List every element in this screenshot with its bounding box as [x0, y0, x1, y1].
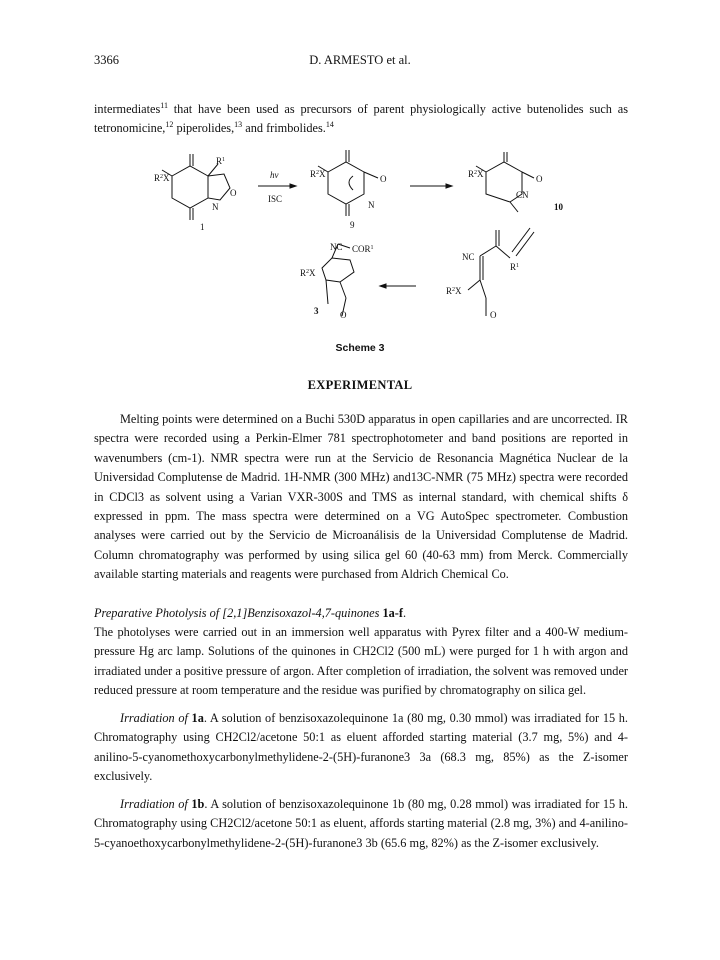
compound-number-3: 3	[314, 306, 319, 316]
label-cn-10: CN	[516, 190, 529, 200]
experimental-paragraph-1: Melting points were determined on a Buchi 530D apparatus in open capillaries and are uncorrected. IR spectra were recorded using a Perkin-Elmer 781 spectrophotometer and band positions are reported in wavenumbers (cm-1). NMR spectra were run at the Servicio de Resonancia Magnética Nuclear de la Universidad Complutense de Madrid. 1H-NMR (300 MHz) and13C-NMR (75 MHz) spectra were recorded in CDCl3 as solvent using a Varian VXR-300S and TMS as internal standard, with chemical shifts δ expressed in ppm. The mass spectra were determined on a VG AutoSpec spectrometer. Combustion analyses were carried out by the Servicio de Microanálisis de la Universidad Complutense de Madrid. Column chromatography was performed by using silica gel 60 (40-63 mm) from Merck. Commercially available starting materials and reagents were purchased from Aldrich Chemical Co.	[94, 412, 628, 582]
label-r2x-9: $R^2X$	[310, 169, 326, 179]
label-r1-int: $R^1$	[510, 262, 520, 272]
compound-1-ring	[172, 166, 208, 208]
irradiation-1b-paragraph: Irradiation of 1b. A solution of benzisoxazolequinone 1b (80 mg, 0.28 mmol) was irradiated for 15 h. Chromatography using CH2Cl2/acetone 50:1 as eluent, affords starting material (2.8 mg, 3%) and 4-anilino-5-cyanoethoxycarbonylmethylidene-2-(5H)-furanone3 3b (65.6 mg, 82%) as the Z-isomer exclusively.	[94, 797, 629, 850]
running-head: D. ARMESTO et al.	[309, 53, 411, 67]
label-r1-1: $R^1$	[216, 156, 226, 166]
irradiation-1a-paragraph: Irradiation of 1a. A solution of benzisoxazolequinone 1a (80 mg, 0.30 mmol) was irradiated for 15 h. Chromatography using CH2Cl2/acetone 50:1 as eluent afforded starting material (3.7 mg, 5%) and 4-anilino-5-cyanomethoxycarbonylmethylidene-2-(5H)-furanone3 3a (68.3 mg, 85%) as the Z-isomer exclusively.	[94, 711, 628, 784]
label-hv: hv	[270, 170, 279, 180]
label-r2x-10: $R^2X$	[468, 169, 484, 179]
label-cor-3: COR$^1$	[352, 244, 374, 254]
label-o-3: O	[340, 310, 347, 320]
compound-3-ring	[322, 258, 354, 282]
scheme-3-diagram	[150, 148, 580, 348]
label-o-1: O	[230, 188, 237, 198]
label-nc-int: NC	[462, 252, 475, 262]
photolysis-paragraph: The photolyses were carried out in an immersion well apparatus with Pyrex filter and a 400-W medium-pressure Hg arc lamp. Solutions of the quinones in CH2Cl2 (500 mL) were purged for 1 h with argon and irradiated under a positive pressure of argon. After completion of irradiation, the solvent was removed under reduced pressure at room temperature and the residue was purified by chromatography on silica gel.	[94, 625, 628, 698]
compound-number-1: 1	[200, 222, 205, 232]
label-nc-3: NC	[330, 242, 343, 252]
scheme-caption: Scheme 3	[335, 342, 385, 354]
label-r2x-int: $R^2X$	[446, 286, 462, 296]
label-o-int: O	[490, 310, 497, 320]
photolysis-subheading: Preparative Photolysis of [2,1]Benzisoxazol-4,7-quinones 1a-f.	[94, 606, 407, 620]
compound-9-ring	[328, 162, 364, 204]
intermediate-chain	[480, 246, 496, 256]
compound-number-9: 9	[350, 220, 355, 230]
label-o-10: O	[536, 174, 543, 184]
label-r2x-1: $R^2X$	[154, 173, 170, 183]
label-o-9: O	[380, 174, 387, 184]
compound-number-10: 10	[554, 202, 563, 212]
label-r2x-3: $R^2X$	[300, 268, 316, 278]
equilibrium-arrows	[512, 228, 530, 252]
label-n-9: N	[368, 200, 375, 210]
intro-paragraph: intermediates$^{11}$ that have been used as precursors of parent physiologically active butenolides such as tetronomicine,$^{12}$ piperolides,$^{13}$ and frimbolides.$^{14}$	[94, 100, 628, 136]
page-number: 3366	[94, 53, 119, 67]
label-n-1: N	[212, 202, 219, 212]
label-isc: ISC	[268, 194, 283, 204]
experimental-heading: EXPERIMENTAL	[307, 378, 413, 392]
